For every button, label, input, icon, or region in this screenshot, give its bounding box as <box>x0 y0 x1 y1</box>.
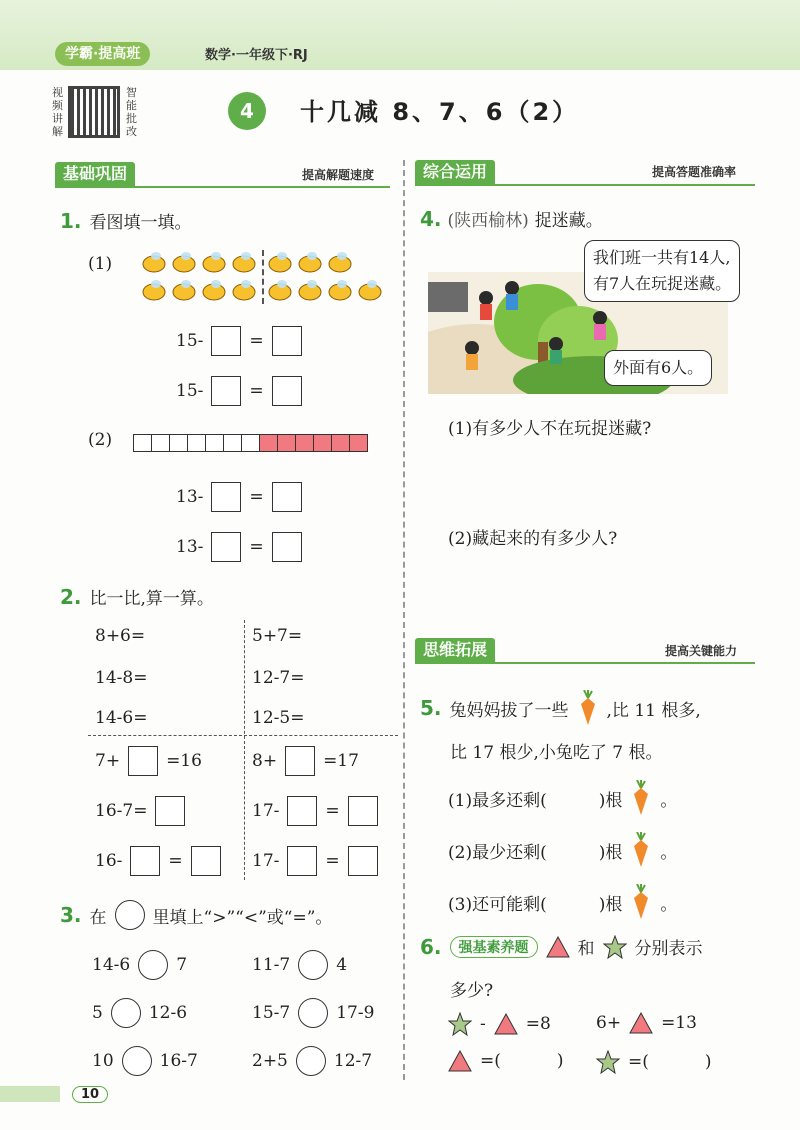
q5-sub1-close: )根 <box>598 790 623 811</box>
bubble1-line1: 我们班一共有14人, <box>593 248 731 267</box>
q6-tail2: 多少? <box>450 981 494 1001</box>
footer-band <box>0 1086 60 1102</box>
q1-eq4-text: 13- <box>176 537 204 557</box>
q2-r2-b: = <box>325 801 340 821</box>
answer-box[interactable] <box>130 846 160 876</box>
q1-eq2 <box>176 376 302 406</box>
answer-box[interactable] <box>211 326 241 356</box>
speech-bubble-2: 外面有6人。 <box>604 350 712 386</box>
q2-text: 比一比,算一算。 <box>89 589 214 609</box>
star-icon <box>596 1050 620 1074</box>
q6-ans1: =( <box>480 1051 501 1071</box>
triangle-icon <box>546 936 570 958</box>
section-think-line <box>415 662 755 664</box>
q2-vdivider <box>244 620 245 880</box>
q2-r3 <box>252 846 378 876</box>
q5-sub1-row <box>448 780 677 816</box>
compare-circle[interactable] <box>138 950 168 980</box>
q3-text-pre: 在 <box>89 907 107 928</box>
q2-l2-a: 16-7= <box>95 801 148 821</box>
q2-right-3: 12-5= <box>252 708 305 728</box>
bubble1-line2: 有7人在玩捉迷藏。 <box>593 274 732 293</box>
compare-circle[interactable] <box>111 998 141 1028</box>
q2-left-3: 14-6= <box>95 708 148 728</box>
q4-sub2: (2)藏起来的有多少人? <box>448 529 618 549</box>
bee-icons-right <box>268 250 388 306</box>
q2-r2-a: 17- <box>252 801 280 821</box>
answer-box[interactable] <box>348 846 378 876</box>
q2-l1-a: 7+ <box>95 751 121 771</box>
q1-eq3-text: 13- <box>176 487 204 507</box>
q2-heading <box>60 584 214 609</box>
q1-text: 看图填一填。 <box>89 213 192 233</box>
q2-l1-b: =16 <box>166 751 202 771</box>
q5-sub1: (1)最多还剩( <box>448 790 547 811</box>
answer-box[interactable] <box>128 746 158 776</box>
q3-r1-d: 4 <box>336 955 348 975</box>
q3-r1-b: 7 <box>176 955 188 975</box>
compare-circle[interactable] <box>296 1046 326 1076</box>
q5-sub2-row <box>448 832 677 868</box>
q1-eq1 <box>176 326 302 356</box>
q2-r3-b: = <box>325 851 340 871</box>
carrot-icon <box>630 832 652 868</box>
q3-r3-d: 12-7 <box>333 1051 373 1071</box>
q5-sub3-end: 。 <box>660 894 678 915</box>
q6-badge: 强基素养题 <box>450 936 538 958</box>
q6-ans-triangle <box>448 1050 564 1072</box>
answer-box[interactable] <box>211 482 241 512</box>
q5-sub3-close: )根 <box>598 894 623 915</box>
q5-line1-a: 兔妈妈拔了一些 <box>449 700 569 721</box>
bee-group-left <box>142 250 262 310</box>
compare-circle[interactable] <box>122 1046 152 1076</box>
q1-eq2-sign: = <box>249 381 264 401</box>
q3-row3-left <box>92 1046 198 1076</box>
q3-r3-c: 2+5 <box>252 1051 288 1071</box>
q2-r1-a: 8+ <box>252 751 278 771</box>
carrot-icon <box>630 884 652 920</box>
lesson-number: 4 <box>228 92 266 130</box>
compare-circle[interactable] <box>298 998 328 1028</box>
q2-r1-b: =17 <box>323 751 359 771</box>
star-icon <box>448 1012 472 1036</box>
q5-sub2: (2)最少还剩( <box>448 842 547 863</box>
q2-right-2: 12-7= <box>252 668 305 688</box>
q2-right-1: 5+7= <box>252 626 303 646</box>
bee-icons-left <box>142 250 262 306</box>
q4-sub1: (1)有多少人不在玩捉迷藏? <box>448 419 652 439</box>
q6-number: 6. <box>420 934 442 959</box>
q3-r2-b: 12-6 <box>148 1003 188 1023</box>
q5-line1-b: ,比 11 根多, <box>606 700 701 721</box>
qr-right-label: 智能批改 <box>126 86 137 138</box>
star-icon <box>603 935 627 959</box>
q5-line1 <box>420 690 701 726</box>
section-basic-line <box>55 186 390 188</box>
q3-r1-c: 11-7 <box>252 955 291 975</box>
q3-row1-right <box>252 950 347 980</box>
answer-box[interactable] <box>272 482 302 512</box>
answer-box[interactable] <box>287 796 317 826</box>
section-basic-label: 基础巩固 <box>55 162 135 186</box>
qr-left-label: 视频讲解 <box>52 86 63 138</box>
q2-r3-a: 17- <box>252 851 280 871</box>
q6-eq2-end: =13 <box>661 1013 697 1033</box>
section-basic-note: 提高解题速度 <box>302 168 375 182</box>
bee-group-right <box>268 250 388 310</box>
q6-eq1 <box>448 1012 551 1036</box>
answer-box[interactable] <box>191 846 221 876</box>
q1-part2-label: (2) <box>88 430 113 450</box>
triangle-icon <box>629 1012 653 1034</box>
answer-box[interactable] <box>272 376 302 406</box>
q2-r1 <box>252 746 359 776</box>
q5-line2: 比 17 根少,小兔吃了 7 根。 <box>450 743 663 763</box>
page-number: 10 <box>72 1086 108 1103</box>
q3-row1-left <box>92 950 187 980</box>
circle-icon <box>115 900 145 930</box>
q1-number: 1. <box>60 208 82 233</box>
q2-left-1: 8+6= <box>95 626 146 646</box>
q2-l3 <box>95 846 221 876</box>
q3-row3-right <box>252 1046 372 1076</box>
q2-l1 <box>95 746 202 776</box>
section-think-label: 思维拓展 <box>415 638 495 662</box>
q3-row2-right <box>252 998 374 1028</box>
lesson-title: 十几减 8、7、6（2） <box>300 98 580 126</box>
q2-left-2: 14-8= <box>95 668 148 688</box>
q5-sub3-row <box>448 884 677 920</box>
section-apply-note: 提高答题准确率 <box>652 165 737 179</box>
q5-sub1-end: 。 <box>660 790 678 811</box>
column-divider <box>403 160 405 1080</box>
answer-box[interactable] <box>155 796 185 826</box>
q2-l3-a: 16- <box>95 851 123 871</box>
q1-eq3 <box>176 482 302 512</box>
q5-sub2-close: )根 <box>598 842 623 863</box>
answer-box[interactable] <box>348 796 378 826</box>
triangle-icon <box>494 1013 518 1035</box>
answer-box[interactable] <box>272 326 302 356</box>
section-apply-label: 综合运用 <box>415 160 495 184</box>
q2-hdivider <box>88 735 398 736</box>
q4-source: (陕西榆林) <box>447 211 529 231</box>
q3-r2-d: 17-9 <box>336 1003 375 1023</box>
q1-eq1-text: 15- <box>176 331 204 351</box>
q2-r2 <box>252 796 378 826</box>
answer-box[interactable] <box>211 532 241 562</box>
q3-r2-c: 15-7 <box>252 1003 291 1023</box>
subject-label: 数学·一年级下·RJ <box>205 48 308 63</box>
qr-code-icon[interactable] <box>68 86 120 138</box>
answer-box[interactable] <box>211 376 241 406</box>
q5-sub2-end: 。 <box>660 842 678 863</box>
series-label: 学霸·提高班 <box>55 42 150 66</box>
carrot-icon <box>577 690 599 726</box>
q4-text: 捉迷藏。 <box>534 211 603 231</box>
q6-line1 <box>420 934 703 959</box>
q3-r2-a: 5 <box>92 1003 103 1023</box>
q4-number: 4. <box>420 206 442 231</box>
q1-heading <box>60 208 192 233</box>
q5-sub3: (3)还可能剩( <box>448 894 547 915</box>
q3-r3-a: 10 <box>92 1051 114 1071</box>
q6-ans1-close: ) <box>556 1051 564 1071</box>
q4-heading <box>420 206 603 231</box>
q3-r3-b: 16-7 <box>159 1051 198 1071</box>
answer-box[interactable] <box>285 746 315 776</box>
q6-ans2-close: ) <box>704 1052 712 1072</box>
q6-tail1: 分别表示 <box>634 939 703 959</box>
bee-divider <box>262 250 264 304</box>
q1-eq4-sign: = <box>249 537 264 557</box>
q3-number: 3. <box>60 903 82 927</box>
triangle-icon <box>448 1050 472 1072</box>
q3-row2-left <box>92 998 187 1028</box>
q3-heading <box>60 900 332 930</box>
q1-eq3-sign: = <box>249 487 264 507</box>
section-apply-line <box>415 184 755 186</box>
q6-ans2: =( <box>628 1052 649 1072</box>
answer-box[interactable] <box>287 846 317 876</box>
q2-l3-b: = <box>168 851 183 871</box>
q1-part1-label: (1) <box>88 254 113 274</box>
q6-eq2 <box>596 1012 697 1034</box>
q6-eq2-pre: 6+ <box>596 1013 622 1033</box>
q3-text-post: 里填上“>”“<”或“=”。 <box>152 907 333 928</box>
speech-bubble-1 <box>584 240 740 302</box>
q2-number: 2. <box>60 584 82 609</box>
q6-ans-star <box>596 1050 712 1074</box>
q6-and: 和 <box>577 939 595 959</box>
q1-eq2-text: 15- <box>176 381 204 401</box>
carrot-icon <box>630 780 652 816</box>
q1-eq4 <box>176 532 302 562</box>
q6-eq1-end: =8 <box>525 1014 551 1034</box>
q3-r1-a: 14-6 <box>92 955 131 975</box>
section-think-note: 提高关键能力 <box>665 644 738 658</box>
answer-box[interactable] <box>272 532 302 562</box>
q6-eq1-mid: - <box>480 1014 486 1034</box>
q5-number: 5. <box>420 696 442 720</box>
compare-circle[interactable] <box>298 950 328 980</box>
q2-l2 <box>95 796 185 826</box>
cube-strip <box>133 434 367 452</box>
q1-eq1-sign: = <box>249 331 264 351</box>
